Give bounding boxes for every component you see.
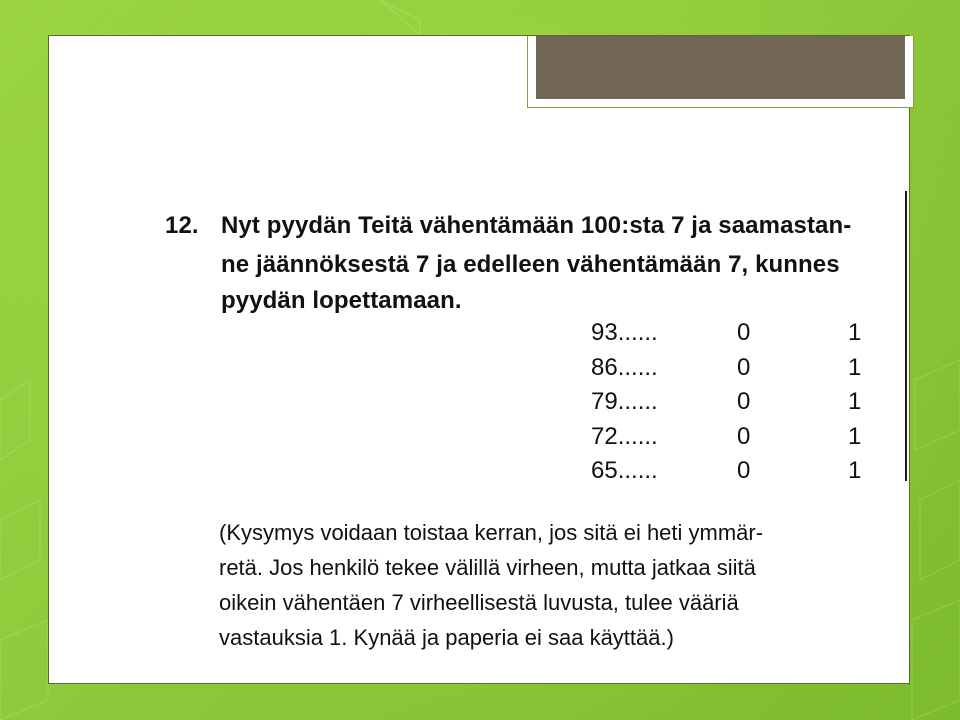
scan-edge <box>905 191 907 481</box>
score-row <box>591 388 891 423</box>
score-value: 72...... <box>591 422 658 450</box>
note-line-1: (Kysymys voidaan toistaa kerran, jos sitä ei heti ymmär- <box>219 520 764 545</box>
score-one: 1 <box>848 319 862 346</box>
title-placeholder <box>527 36 914 108</box>
score-one: 1 <box>848 388 862 415</box>
score-table <box>591 319 891 492</box>
score-value: 93...... <box>591 319 658 346</box>
score-one: 1 <box>848 422 862 450</box>
question-line-1: Nyt pyydän Teitä vähentämään 100:sta 7 ja saamastan- <box>221 212 852 239</box>
score-value: 79...... <box>591 388 658 415</box>
score-zero: 0 <box>737 388 751 415</box>
question-line-2: ne jäännöksestä 7 ja edelleen vähentämään 7, kunnes <box>221 251 840 278</box>
score-row <box>591 354 891 389</box>
score-value: 65...... <box>591 457 658 484</box>
slide-content <box>48 35 910 684</box>
note-line-4: vastauksia 1. Kynää ja paperia ei saa käyttää.) <box>219 625 674 650</box>
score-zero: 0 <box>737 457 751 484</box>
score-one: 1 <box>848 353 862 381</box>
score-row <box>591 457 891 492</box>
score-value: 86...... <box>591 353 658 381</box>
note-line-2: retä. Jos henkilö tekee välillä virheen, mutta jatkaa siitä <box>219 555 756 580</box>
question-number: 12. <box>165 212 199 239</box>
scanned-document <box>151 191 907 666</box>
score-zero: 0 <box>737 422 751 450</box>
title-bar <box>536 36 905 99</box>
score-zero: 0 <box>737 319 751 346</box>
score-row <box>591 423 891 458</box>
note-line-3: oikein vähentäen 7 virheellisestä luvusta, tulee vääriä <box>219 590 739 615</box>
question-line-3: pyydän lopettamaan. <box>221 287 462 314</box>
score-zero: 0 <box>737 353 751 381</box>
score-one: 1 <box>848 457 862 484</box>
score-row <box>591 319 891 354</box>
